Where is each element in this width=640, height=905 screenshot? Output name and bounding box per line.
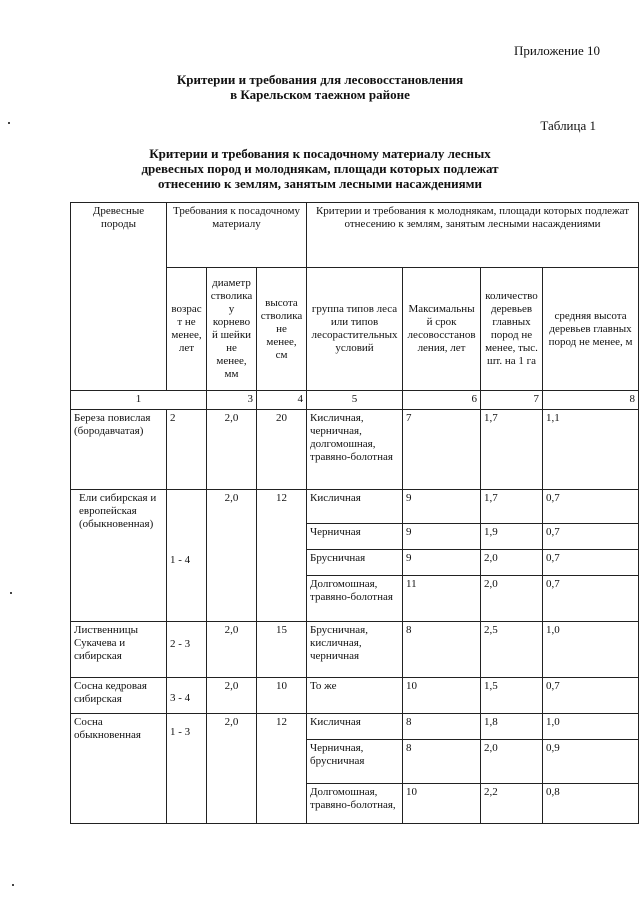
diameter-cell: 2,0 <box>207 622 257 678</box>
title-line-1: Критерии и требования для лесовосстановления <box>176 72 464 87</box>
term-cell: 9 <box>403 524 481 550</box>
scan-speck <box>8 122 10 124</box>
avg-height-cell: 0,7 <box>543 550 639 576</box>
species-cell: Ели сибирская и европейская (обыкновенная) <box>71 490 167 622</box>
table-row <box>71 678 639 714</box>
table-row <box>71 622 639 678</box>
count-cell: 2,0 <box>481 740 543 784</box>
avg-height-cell: 0,7 <box>543 678 639 714</box>
planting-group-header: Требования к посадочному материалу <box>167 203 307 268</box>
term-cell: 11 <box>403 576 481 622</box>
count-cell: 1,8 <box>481 714 543 740</box>
species-cell: Лиственницы Сукачева и сибирская <box>71 622 167 678</box>
subheader-height: высота стволика не менее, см <box>257 268 307 391</box>
diameter-cell: 2,0 <box>207 714 257 824</box>
avg-height-cell: 0,7 <box>543 524 639 550</box>
count-cell: 2,5 <box>481 622 543 678</box>
forest-type-cell: Брусничная, кисличная, черничная <box>307 622 403 678</box>
title-line-2: в Карельском таежном районе <box>230 87 410 102</box>
subtitle-line-2: древесных пород и молоднякам, площади которых подлежат <box>141 161 499 176</box>
species-cell: Сосна кедровая сибирская <box>71 678 167 714</box>
term-cell: 10 <box>403 784 481 824</box>
height-cell: 15 <box>257 622 307 678</box>
species-cell: Сосна обыкновенная <box>71 714 167 824</box>
subheader-forest-type: группа типов леса или типов лесорастительных условий <box>307 268 403 391</box>
column-number: 6 <box>403 391 481 410</box>
subheader-term: Максимальный срок лесовосстановления, лет <box>403 268 481 391</box>
age-cell: 2 - 3 <box>167 622 207 678</box>
species-cell: Береза повислая (бородавчатая) <box>71 410 167 490</box>
height-cell: 20 <box>257 410 307 490</box>
column-number: 3 <box>207 391 257 410</box>
age-cell: 3 - 4 <box>167 678 207 714</box>
avg-height-cell: 1,1 <box>543 410 639 490</box>
forest-type-cell: Кисличная, черничная, долгомошная, травяно-болотная <box>307 410 403 490</box>
appendix-label: Приложение 10 <box>513 43 600 58</box>
term-cell: 9 <box>403 490 481 524</box>
column-number: 4 <box>257 391 307 410</box>
term-cell: 8 <box>403 622 481 678</box>
subtitle-line-1: Критерии и требования к посадочному материалу лесных <box>149 146 491 161</box>
term-cell: 9 <box>403 550 481 576</box>
diameter-cell: 2,0 <box>207 410 257 490</box>
count-cell: 2,2 <box>481 784 543 824</box>
column-number: 8 <box>543 391 639 410</box>
young-group-header: Критерии и требования к молоднякам, площади которых подлежат отнесению к землям, занятым лесными насаждениями <box>307 203 639 268</box>
table-row <box>71 410 639 490</box>
term-cell: 7 <box>403 410 481 490</box>
diameter-cell: 2,0 <box>207 490 257 622</box>
height-cell: 12 <box>257 714 307 824</box>
height-cell: 12 <box>257 490 307 622</box>
forest-type-cell: То же <box>307 678 403 714</box>
column-number: 5 <box>307 391 403 410</box>
scan-speck <box>12 884 14 886</box>
subheader-age: возраст не менее, лет <box>167 268 207 391</box>
column-numbers-row <box>71 391 639 410</box>
subheader-count: количество деревьев главных пород не менее, тыс. шт. на 1 га <box>481 268 543 391</box>
forest-type-cell: Черничная, брусничная <box>307 740 403 784</box>
avg-height-cell: 0,7 <box>543 576 639 622</box>
diameter-cell: 2,0 <box>207 678 257 714</box>
avg-height-cell: 1,0 <box>543 622 639 678</box>
avg-height-cell: 0,9 <box>543 740 639 784</box>
document-title <box>0 72 640 102</box>
header-row <box>71 203 639 268</box>
forest-type-cell: Долгомошная, травяно-болотная <box>307 576 403 622</box>
forest-type-cell: Кисличная <box>307 714 403 740</box>
count-cell: 1,5 <box>481 678 543 714</box>
requirements-table <box>70 202 639 824</box>
table-subtitle <box>80 146 560 191</box>
column-number: 1 <box>71 391 207 410</box>
term-cell: 8 <box>403 740 481 784</box>
subheader-diameter: диаметр стволика у корневой шейки не менее, мм <box>207 268 257 391</box>
scan-speck <box>10 592 12 594</box>
column-number: 7 <box>481 391 543 410</box>
count-cell: 2,0 <box>481 576 543 622</box>
count-cell: 2,0 <box>481 550 543 576</box>
subheader-avg-height: средняя высота деревьев главных пород не менее, м <box>543 268 639 391</box>
table-number: Таблица 1 <box>540 118 596 133</box>
table-row <box>71 714 639 740</box>
avg-height-cell: 0,8 <box>543 784 639 824</box>
count-cell: 1,9 <box>481 524 543 550</box>
table-row <box>71 490 639 524</box>
col-species-header: Древесные породы <box>71 203 167 391</box>
forest-type-cell: Долгомошная, травяно-болотная, <box>307 784 403 824</box>
age-cell: 1 - 3 <box>167 714 207 824</box>
forest-type-cell: Брусничная <box>307 550 403 576</box>
avg-height-cell: 1,0 <box>543 714 639 740</box>
count-cell: 1,7 <box>481 410 543 490</box>
term-cell: 10 <box>403 678 481 714</box>
age-cell: 2 <box>167 410 207 490</box>
avg-height-cell: 0,7 <box>543 490 639 524</box>
forest-type-cell: Кисличная <box>307 490 403 524</box>
term-cell: 8 <box>403 714 481 740</box>
forest-type-cell: Черничная <box>307 524 403 550</box>
count-cell: 1,7 <box>481 490 543 524</box>
subtitle-line-3: отнесению к землям, занятым лесными насаждениями <box>158 176 482 191</box>
age-cell: 1 - 4 <box>167 490 207 622</box>
height-cell: 10 <box>257 678 307 714</box>
